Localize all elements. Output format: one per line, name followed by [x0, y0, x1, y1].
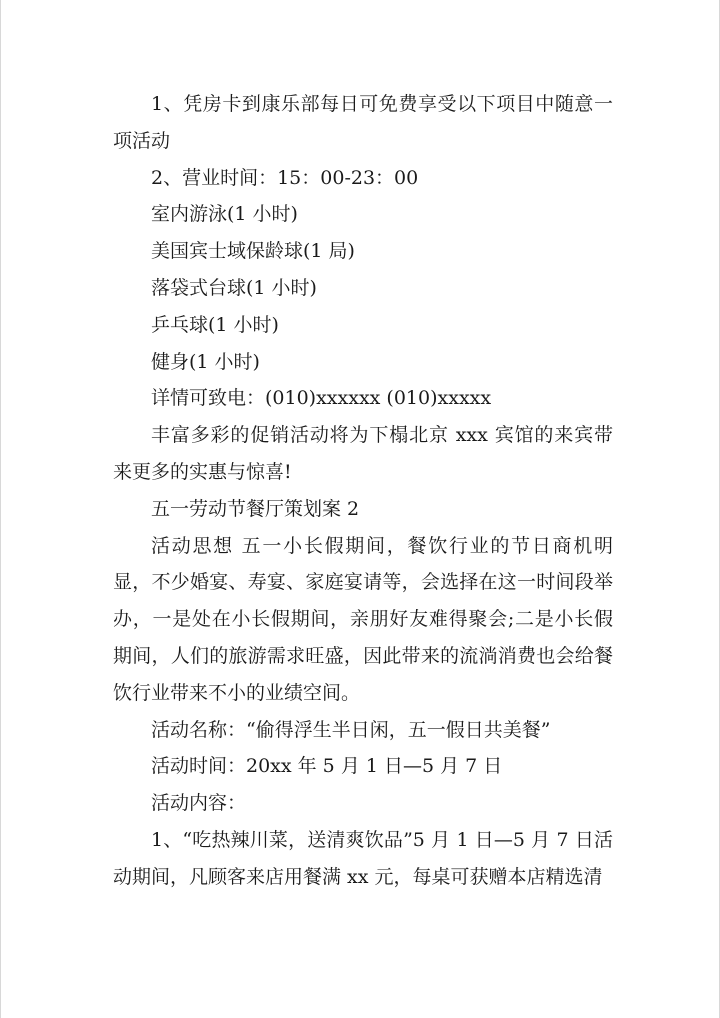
- paragraph-indoor-swimming: 室内游泳(1 小时): [151, 203, 298, 226]
- paragraph-business-hours: 2、营业时间：15：00-23：00: [151, 166, 419, 189]
- paragraph-bowling: 美国宾士域保龄球(1 局): [151, 240, 355, 263]
- paragraph-table-tennis: 乒乓球(1 小时): [151, 313, 279, 336]
- paragraph-contact-phone: 详情可致电：(010)xxxxxx (010)xxxxx: [151, 387, 492, 410]
- paragraph-activity-name: 活动名称：“偷得浮生半日闲，五一假日共美餐”: [151, 718, 551, 741]
- paragraph-promotion-summary: 丰富多彩的促销活动将为下榻北京 xxx 宾馆的来宾带来更多的实惠与惊喜!: [113, 424, 613, 483]
- paragraph-activity-item-1: 1、“吃热辣川菜，送清爽饮品”5 月 1 日—5 月 7 日活动期间，凡顾客来店用餐满 xx 元，每桌可获赠本店精选清: [113, 828, 613, 888]
- paragraph-activity-time: 活动时间：20xx 年 5 月 1 日—5 月 7 日: [151, 755, 503, 778]
- paragraph-activity-idea: 活动思想 五一小长假期间，餐饮行业的节日商机明显，不少婚宴、寿宴、家庭宴请等，会选择在这一时间段举办，一是处在小长假期间，亲朋好友难得聚会;二是小长假期间，人们的旅游需求旺盛，因此带来的流淌消费也会给餐饮行业带来不小的业绩空间。: [113, 534, 613, 704]
- paragraph-room-card-benefit: 1、凭房卡到康乐部每日可免费享受以下项目中随意一项活动: [113, 93, 613, 152]
- paragraph-pool-billiards: 落袋式台球(1 小时): [151, 276, 317, 299]
- paragraph-fitness: 健身(1 小时): [151, 350, 260, 373]
- section-heading: 五一劳动节餐厅策划案 2: [151, 497, 360, 520]
- document-body: [113, 86, 613, 896]
- paragraph-activity-content-label: 活动内容：: [151, 792, 247, 815]
